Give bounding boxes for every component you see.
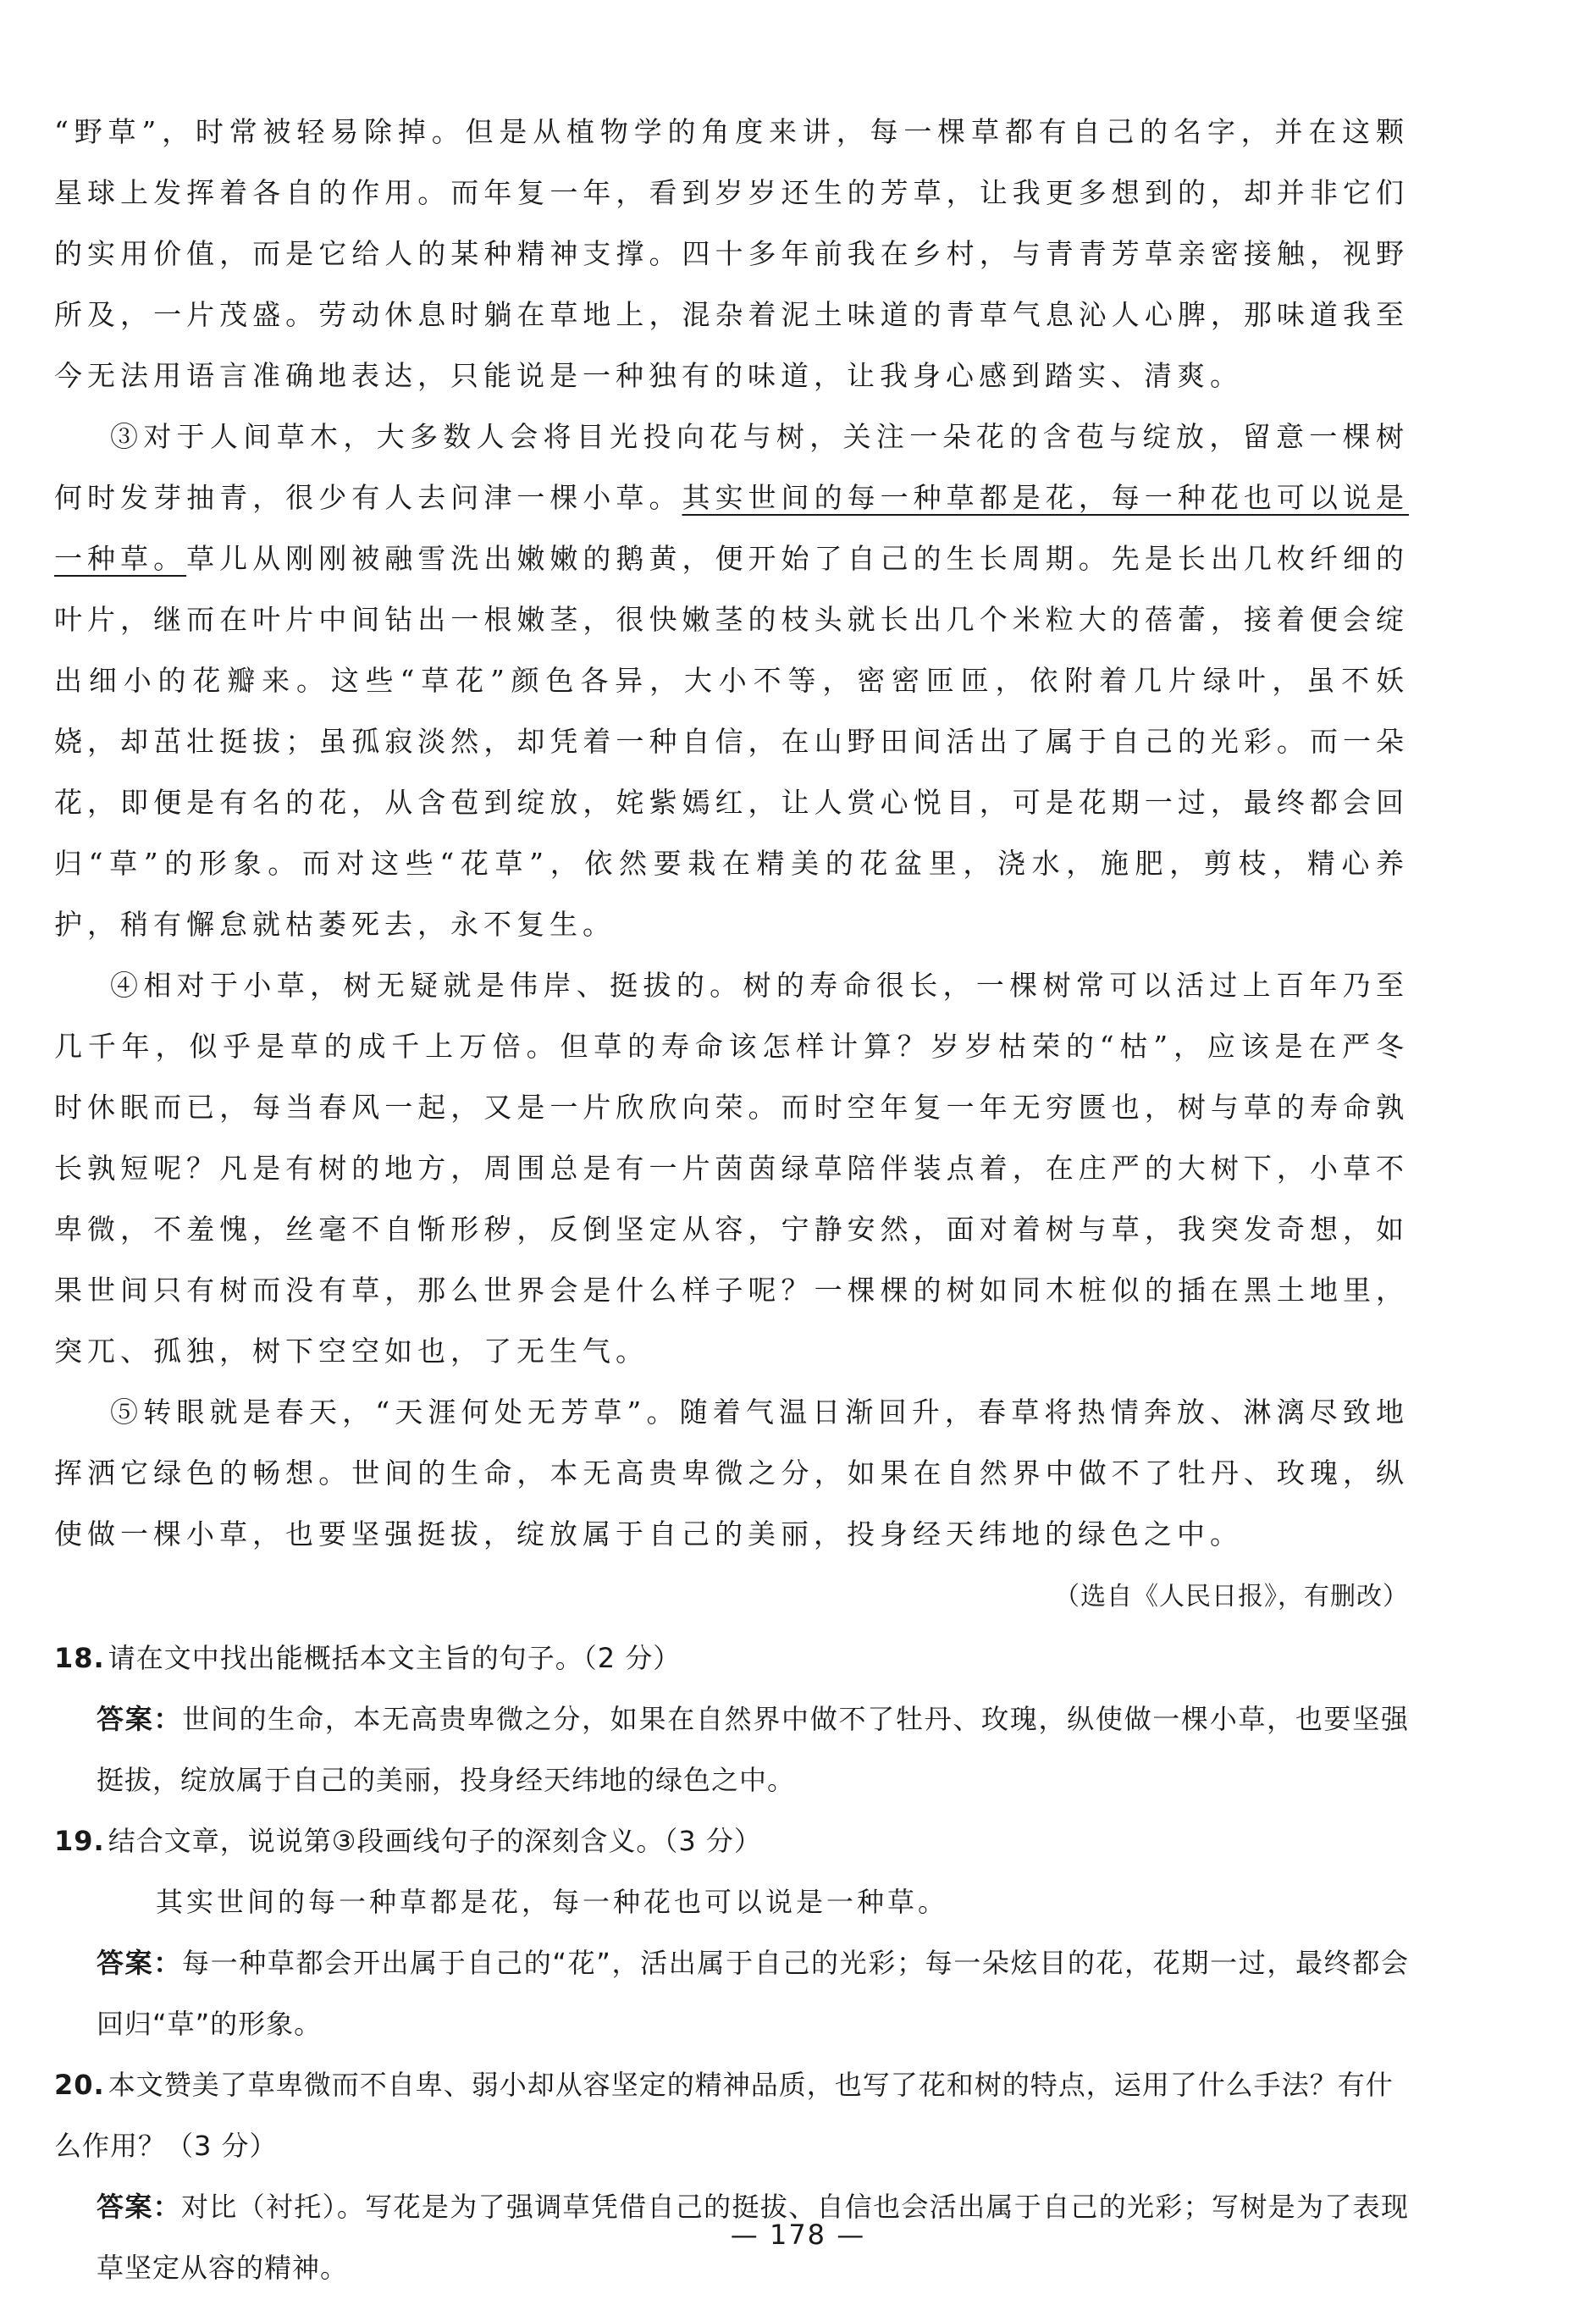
passage-paragraph-intro: “野草”，时常被轻易除掉。但是从植物学的角度来讲，每一棵草都有自己的名字，并在这颗星球上发挥着各自的作用。而年复一年，看到岁岁还生的芳草，让我更多想到的，却并非它们的实用价值，而是它给人的某种精神支撑。四十多年前我在乡村，与青青芳草亲密接触，视野所及，一片茂盛。劳动休息时躺在草地上，混杂着泥土味道的青草气息沁人心脾，那味道我至今无法用语言准确地表达，只能说是一种独有的味道，让我身心感到踏实、清爽。	[54, 115, 1409, 392]
p3-text-a: ③对于人间草木，大多数人会将目光投向花与树，关注一朵花的含苞与绽放，留意一棵树何时发芽抽青，很少有人去问津一棵小草。	[54, 420, 1409, 514]
answer-label: 答案：	[97, 1947, 182, 1979]
answer-label: 答案：	[97, 1703, 183, 1735]
passage-paragraph-3	[54, 406, 1409, 955]
answer-text: 对比（衬托）。写花是为了强调草凭借自己的挺拔、自信也会活出属于自己的光彩；写树是为了表现草坚定从容的精神。	[97, 2191, 1409, 2284]
question-number: 20.	[54, 2069, 105, 2101]
question-number: 18.	[54, 1642, 105, 1674]
passage-source: （选自《人民日报》，有删改）	[1054, 1582, 1409, 1611]
p3-underlined-sentence: 其实世间的每一种草都是花，每一种花也可以说是一种草。	[54, 481, 1410, 575]
page-content	[54, 102, 1409, 2298]
question-text: 结合文章，说说第③段画线句子的深刻含义。（3 分）	[108, 1825, 762, 1857]
question-18	[54, 1628, 1409, 1810]
question-text: 请在文中找出能概括本文主旨的句子。（2 分）	[108, 1642, 682, 1674]
quoted-sentence: 其实世间的每一种草都是花，每一种花也可以说是一种草。	[156, 1886, 949, 1918]
question-20	[54, 2054, 1409, 2298]
question-19	[54, 1810, 1409, 2054]
question-text: 本文赞美了草卑微而不自卑、弱小却从容坚定的精神品质，也写了花和树的特点，运用了什么手法？有什么作用？（3 分）	[54, 2069, 1394, 2162]
page-number: — 178 —	[730, 2219, 866, 2251]
passage-paragraph-5: ⑤转眼就是春天，“天涯何处无芳草”。随着气温日渐回升，春草将热情奔放、淋漓尽致地挥洒它绿色的畅想。世间的生命，本无高贵卑微之分，如果在自然界中做不了牡丹、玫瑰，纵使做一棵小草，也要坚强挺拔，绽放属于自己的美丽，投身经天纬地的绿色之中。	[54, 1396, 1409, 1550]
passage-paragraph-4: ④相对于小草，树无疑就是伟岸、挺拔的。树的寿命很长，一棵树常可以活过上百年乃至几千年，似乎是草的成千上万倍。但草的寿命该怎样计算？岁岁枯荣的“枯”，应该是在严冬时休眠而已，每当春风一起，又是一片欣欣向荣。而时空年复一年无穷匮也，树与草的寿命孰长孰短呢？凡是有树的地方，周围总是有一片茵茵绿草陪伴装点着，在庄严的大树下，小草不卑微，不羞愧，丝毫不自惭形秽，反倒坚定从容，宁静安然，面对着树与草，我突发奇想，如果世间只有树而没有草，那么世界会是什么样子呢？一棵棵的树如同木桩似的插在黑土地里，突兀、孤独，树下空空如也，了无生气。	[54, 969, 1409, 1368]
answer-text: 每一种草都会开出属于自己的“花”，活出属于自己的光彩；每一朵炫目的花，花期一过，最终都会回归“草”的形象。	[97, 1947, 1409, 2040]
answer-label: 答案：	[97, 2191, 181, 2223]
question-number: 19.	[54, 1825, 105, 1857]
answer-text: 世间的生命，本无高贵卑微之分，如果在自然界中做不了牡丹、玫瑰，纵使做一棵小草，也要坚强挺拔，绽放属于自己的美丽，投身经天纬地的绿色之中。	[97, 1703, 1409, 1796]
p3-text-b: 草儿从刚刚被融雪洗出嫩嫩的鹅黄，便开始了自己的生长周期。先是长出几枚纤细的叶片，继而在叶片中间钻出一根嫩茎，很快嫩茎的枝头就长出几个米粒大的蓓蕾，接着便会绽出细小的花瓣来。这些“草花”颜色各异，大小不等，密密匝匝，依附着几片绿叶，虽不妖娆，却茁壮挺拔；虽孤寂淡然，却凭着一种自信，在山野田间活出了属于自己的光彩。而一朵花，即便是有名的花，从含苞到绽放，姹紫嫣红，让人赏心悦目，可是花期一过，最终都会回归“草”的形象。而对这些“花草”，依然要栽在精美的花盆里，浇水，施肥，剪枝，精心养护，稍有懈怠就枯萎死去，永不复生。	[54, 542, 1410, 941]
